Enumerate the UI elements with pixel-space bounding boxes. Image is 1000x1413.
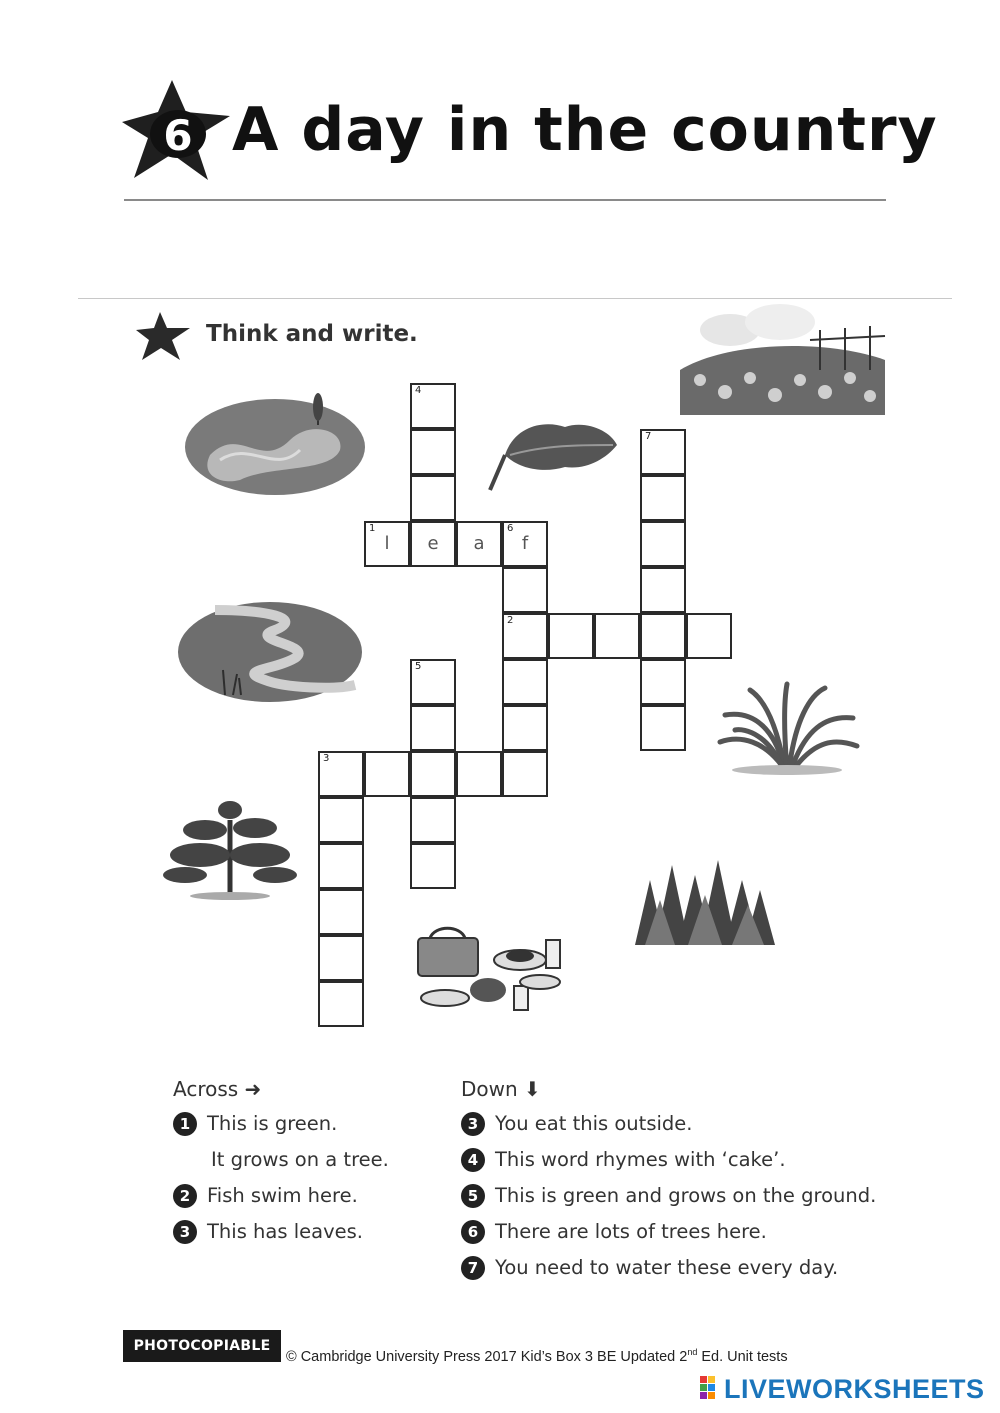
crossword-cell[interactable] [640,613,686,659]
clue-down-7: 7 You need to water these every day. [461,1256,838,1280]
clue-number-1: 1 [369,523,376,534]
clue-across-1-cont: It grows on a tree. [211,1148,389,1171]
crossword-cell[interactable] [318,843,364,889]
unit-number: 6 [163,111,193,160]
crossword-cell[interactable] [502,613,548,659]
clue-number-7: 7 [645,431,652,442]
crossword-cell[interactable] [318,751,364,797]
clue-across-3: 3 This has leaves. [173,1220,363,1244]
across-heading: Across ➜ [173,1077,262,1101]
crossword-cell[interactable] [640,705,686,751]
clue-down-6: 6 There are lots of trees here. [461,1220,767,1244]
crossword-cell[interactable] [410,843,456,889]
down-heading: Down ⬇ [461,1077,541,1101]
clue-across-2: 2 Fish swim here. [173,1184,358,1208]
clue-number-3: 3 [323,753,330,764]
crossword-cell[interactable] [318,981,364,1027]
picnic-image [410,920,570,1020]
crossword-cell[interactable] [318,797,364,843]
liveworksheets-brand[interactable]: LIVEWORKSHEETS [724,1374,985,1404]
crossword-cell[interactable] [502,567,548,613]
clue-number-5: 5 [415,661,422,672]
photocopiable-badge: PHOTOCOPIABLE [123,1330,281,1362]
liveworksheets-logo-icon [700,1376,722,1400]
crossword-cell[interactable] [502,659,548,705]
arrow-right-icon: ➜ [244,1077,262,1101]
given-letter: l [384,533,390,554]
crossword-cell[interactable] [410,659,456,705]
clue-number-4: 4 [415,385,422,396]
crossword-cell[interactable] [640,429,686,475]
task-star-icon [134,310,192,362]
crossword-cell[interactable] [502,521,548,567]
given-letter: a [473,533,485,554]
crossword-cell[interactable] [410,797,456,843]
clue-down-3: 3 You eat this outside. [461,1112,692,1136]
crossword-cell[interactable] [456,751,502,797]
crossword-cell[interactable] [410,429,456,475]
crossword-cell[interactable] [640,567,686,613]
crossword-cell[interactable] [410,751,456,797]
crossword-cell[interactable] [410,521,456,567]
crossword-cell[interactable] [548,613,594,659]
section-divider [78,298,952,299]
crossword-cell[interactable] [410,705,456,751]
page-title: A day in the country [232,95,938,165]
leaf-image [485,415,625,495]
grass-image [715,680,860,775]
crossword-cell[interactable] [594,613,640,659]
crossword-cell[interactable] [410,475,456,521]
clue-number-6: 6 [507,523,514,534]
flower-garden-image [670,300,890,420]
crossword-cell[interactable] [364,751,410,797]
clue-number-2: 2 [507,615,514,626]
crossword-cell[interactable] [456,521,502,567]
clue-down-4: 4 This word rhymes with ‘cake’. [461,1148,786,1172]
forest-image [620,850,775,950]
crossword-cell[interactable] [318,935,364,981]
unit-star-icon [120,78,232,182]
arrow-down-icon: ⬇ [524,1077,541,1101]
crossword-cell[interactable] [502,705,548,751]
clue-down-5: 5 This is green and grows on the ground. [461,1184,876,1208]
crossword-cell[interactable] [364,521,410,567]
crossword-cell[interactable] [410,383,456,429]
header-divider [124,199,886,201]
crossword-cell[interactable] [640,521,686,567]
crossword-cell[interactable] [640,659,686,705]
plant-image [155,800,305,900]
clue-across-1: 1 This is green. [173,1112,337,1136]
crossword-cell[interactable] [502,751,548,797]
river-image [175,600,365,705]
given-letter: e [427,533,439,554]
crossword-cell[interactable] [318,889,364,935]
copyright-notice: © Cambridge University Press 2017 Kid’s Box 3 BE Updated 2nd Ed. Unit tests [286,1347,788,1365]
crossword-cell[interactable] [686,613,732,659]
given-letter: f [521,533,529,554]
pond-image [180,385,370,500]
task-instruction: Think and write. [206,321,418,347]
crossword-cell[interactable] [640,475,686,521]
